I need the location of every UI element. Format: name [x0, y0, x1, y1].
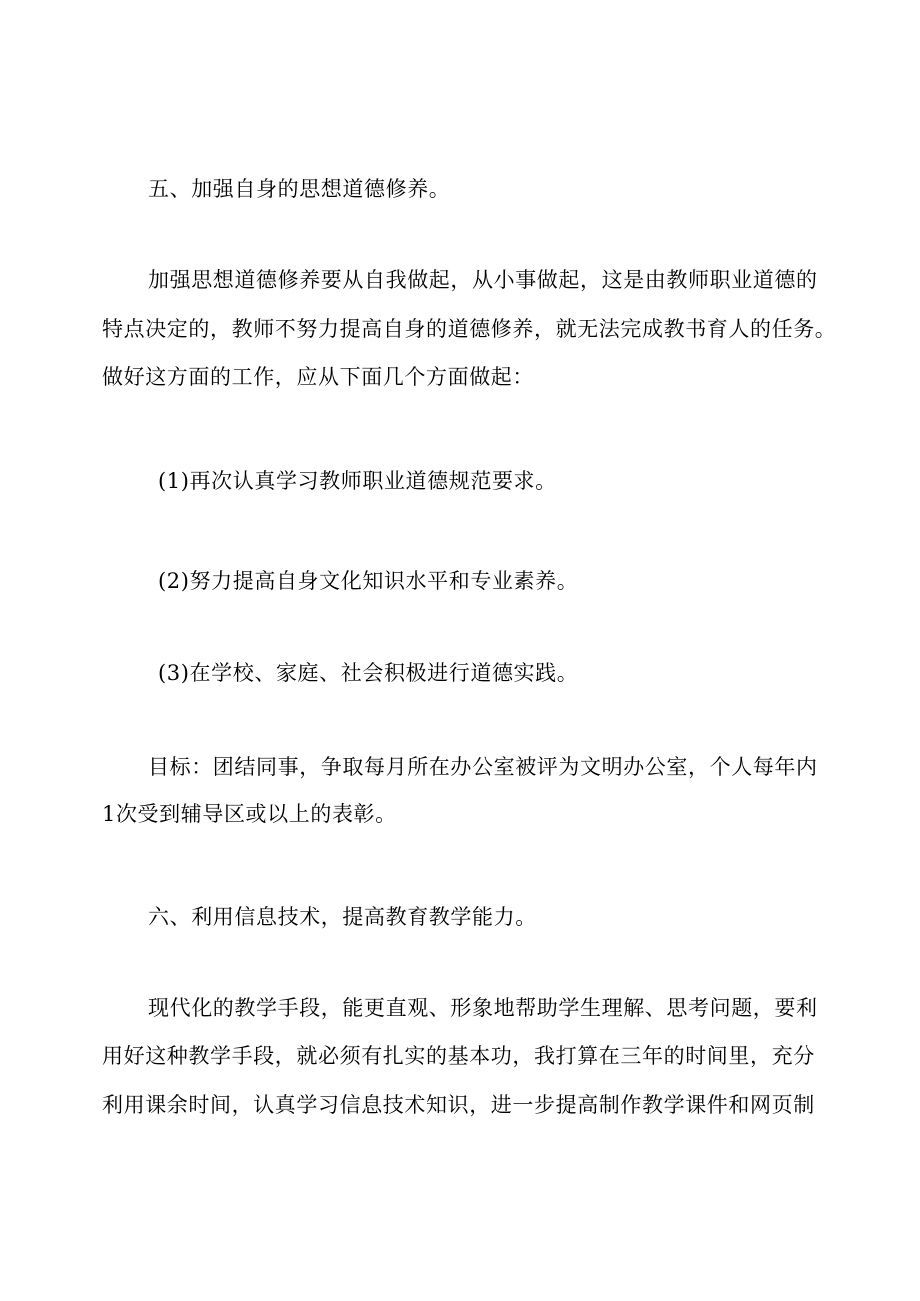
section-6-heading: 六、利用信息技术，提高教育教学能力。: [148, 905, 537, 929]
goal-line-2: 1次受到辅导区或以上的表彰。: [102, 802, 397, 826]
list-item-1: (1)再次认真学习教师职业道德规范要求。: [158, 469, 557, 493]
list-item-2: (2)努力提高自身文化知识水平和专业素养。: [158, 569, 579, 593]
section-6-paragraph-line-2: 用好这种教学手段，就必须有扎实的基本功，我打算在三年的时间里，充分: [102, 1044, 815, 1068]
section-6-paragraph-line-1: 现代化的教学手段，能更直观、形象地帮助学生理解、思考问题，要利: [148, 996, 818, 1020]
section-5-paragraph-line-3: 做好这方面的工作，应从下面几个方面做起：: [102, 365, 534, 389]
section-5-paragraph-line-2: 特点决定的，教师不努力提高自身的道德修养，就无法完成教书育人的任务。: [102, 317, 837, 341]
list-item-3: (3)在学校、家庭、社会积极进行道德实践。: [158, 661, 579, 685]
section-6-paragraph-line-3: 利用课余时间，认真学习信息技术知识，进一步提高制作教学课件和网页制: [102, 1093, 815, 1117]
goal-line-1: 目标：团结同事，争取每月所在办公室被评为文明办公室，个人每年内: [148, 755, 818, 779]
section-5-paragraph-line-1: 加强思想道德修养要从自我做起，从小事做起，这是由教师职业道德的: [148, 268, 818, 292]
section-5-heading: 五、加强自身的思想道德修养。: [148, 177, 451, 201]
